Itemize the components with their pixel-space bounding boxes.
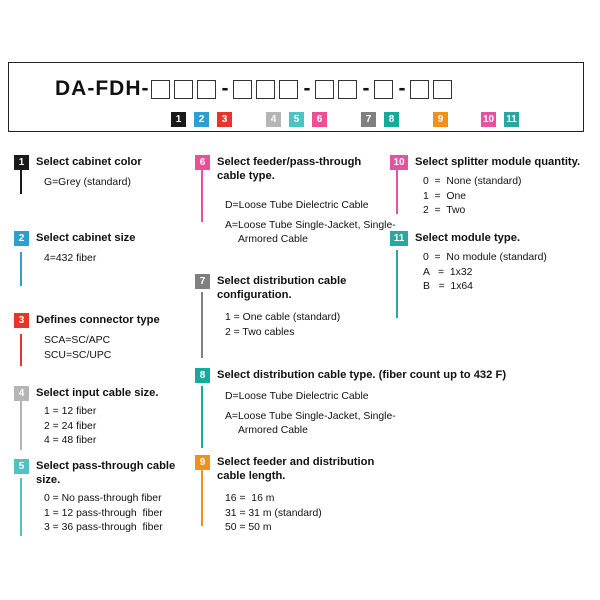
position-chip-11: 11 (504, 112, 519, 127)
legend-option: D=Loose Tube Dielectric Cable (225, 391, 369, 402)
legend-option: 4=432 fiber (44, 253, 97, 264)
legend-option: Armored Cable (238, 425, 308, 436)
legend-option: 31 = 31 m (standard) (225, 507, 322, 519)
legend-title-9: Select feeder and distribution cable length. (217, 456, 375, 482)
legend-option: 1 = 12 fiber (44, 406, 97, 417)
position-chip-2: 2 (194, 112, 209, 127)
legend-option: B = 1x64 (423, 281, 473, 292)
legend-chip-10: 10 (390, 155, 408, 170)
part-number-separator-2: - (303, 77, 311, 100)
legend-option: A=Loose Tube Single-Jacket, Single- (225, 219, 396, 231)
legend-option: 2 = Two (423, 205, 466, 216)
legend-chip-4: 4 (14, 386, 29, 401)
position-chip-5: 5 (289, 112, 304, 127)
legend-option: 1 = One cable (standard) (225, 312, 341, 323)
position-chip-8: 8 (384, 112, 399, 127)
part-number-group-3 (313, 80, 359, 99)
connector-line-3 (20, 334, 22, 366)
legend-option: Armored Cable (238, 234, 308, 245)
legend-chip-7: 7 (195, 274, 210, 289)
legend-title-10: Select splitter module quantity. (415, 156, 581, 168)
part-number-group-4 (372, 80, 395, 99)
legend-title-11: Select module type. (415, 232, 521, 244)
position-chip-3: 3 (217, 112, 232, 127)
legend-chip-5: 5 (14, 459, 29, 474)
legend-title-6: Select feeder/pass-through cable type. (217, 156, 362, 182)
legend-title-8: Select distribution cable type. (fiber count up to 432 F) (217, 369, 507, 381)
legend-option: 2 = Two cables (225, 326, 295, 338)
legend-chip-8: 8 (195, 368, 210, 383)
legend-option: G=Grey (standard) (44, 177, 131, 188)
part-number-cell-6[interactable] (279, 80, 298, 99)
position-chip-9: 9 (433, 112, 448, 127)
part-number-cell-4[interactable] (233, 80, 252, 99)
position-chip-7: 7 (361, 112, 376, 127)
legend-option: 2 = 24 fiber (44, 420, 97, 432)
position-chip-4: 4 (266, 112, 281, 127)
part-number-cell-3[interactable] (197, 80, 216, 99)
legend-items-10 (423, 175, 598, 219)
legend-chip-6: 6 (195, 155, 210, 170)
connector-line-11 (396, 250, 398, 318)
legend-option: 3 = 36 pass-through fiber (44, 522, 163, 533)
legend-chip-2: 2 (14, 231, 29, 246)
part-number-cell-2[interactable] (174, 80, 193, 99)
part-number-prefix: DA-FDH- (55, 77, 150, 100)
part-number-row (55, 77, 454, 101)
legend-chip-11: 11 (390, 231, 408, 246)
legend-title-1: Select cabinet color (36, 156, 142, 168)
legend-items-6 (225, 199, 410, 248)
position-chip-6: 6 (312, 112, 327, 127)
legend-title-2: Select cabinet size (36, 232, 136, 244)
legend-items-7 (225, 311, 410, 340)
part-number-cell-10[interactable] (410, 80, 429, 99)
legend-option: 0 = No module (standard) (423, 252, 547, 263)
connector-line-4 (20, 398, 22, 450)
legend-option: 50 = 50 m (225, 522, 272, 533)
legend-items-11 (423, 251, 598, 295)
part-number-separator-4: - (398, 77, 406, 100)
part-number-cell-1[interactable] (151, 80, 170, 99)
legend-title-5: Select pass-through cable size. (36, 460, 176, 486)
part-number-group-5 (408, 80, 454, 99)
position-chip-10: 10 (482, 114, 495, 125)
connector-line-1 (20, 170, 22, 194)
connector-line-2 (20, 252, 22, 286)
legend-chip-1: 1 (14, 155, 29, 170)
legend-option: A=Loose Tube Single-Jacket, Single- (225, 410, 396, 422)
part-number-separator-1: - (221, 77, 229, 100)
position-chip-1: 1 (171, 112, 186, 127)
legend-chip-3: 3 (14, 313, 29, 328)
legend-title-7: Select distribution cable configuration. (217, 275, 347, 301)
legend-option: 4 = 48 fiber (44, 435, 97, 446)
legend-option: A = 1x32 (423, 266, 473, 278)
legend-option: 0 = None (standard) (423, 176, 522, 187)
part-number-group-2 (231, 80, 300, 99)
part-number-cell-5[interactable] (256, 80, 275, 99)
part-number-separator-3: - (362, 77, 370, 100)
part-number-cell-7[interactable] (315, 80, 334, 99)
legend-option: D=Loose Tube Dielectric Cable (225, 200, 369, 211)
part-number-cell-11[interactable] (433, 80, 452, 99)
legend-option: 1 = 12 pass-through fiber (44, 507, 163, 519)
legend-option: SCU=SC/UPC (44, 349, 112, 361)
legend-option: 16 = 16 m (225, 493, 275, 504)
legend-option: 1 = One (423, 190, 467, 202)
legend-chip-9: 9 (195, 455, 210, 470)
legend-title-3: Defines connector type (36, 314, 160, 326)
legend-option: 0 = No pass-through fiber (44, 493, 162, 504)
part-number-cell-9[interactable] (374, 80, 393, 99)
part-number-group-1 (149, 80, 218, 99)
legend-items-9 (225, 492, 410, 536)
legend-items-2 (44, 252, 259, 267)
connector-line-5 (20, 478, 22, 536)
legend-option: SCA=SC/APC (44, 335, 111, 346)
legend-items-8 (225, 390, 425, 439)
part-number-cell-8[interactable] (338, 80, 357, 99)
legend-title-4: Select input cable size. (36, 387, 159, 399)
